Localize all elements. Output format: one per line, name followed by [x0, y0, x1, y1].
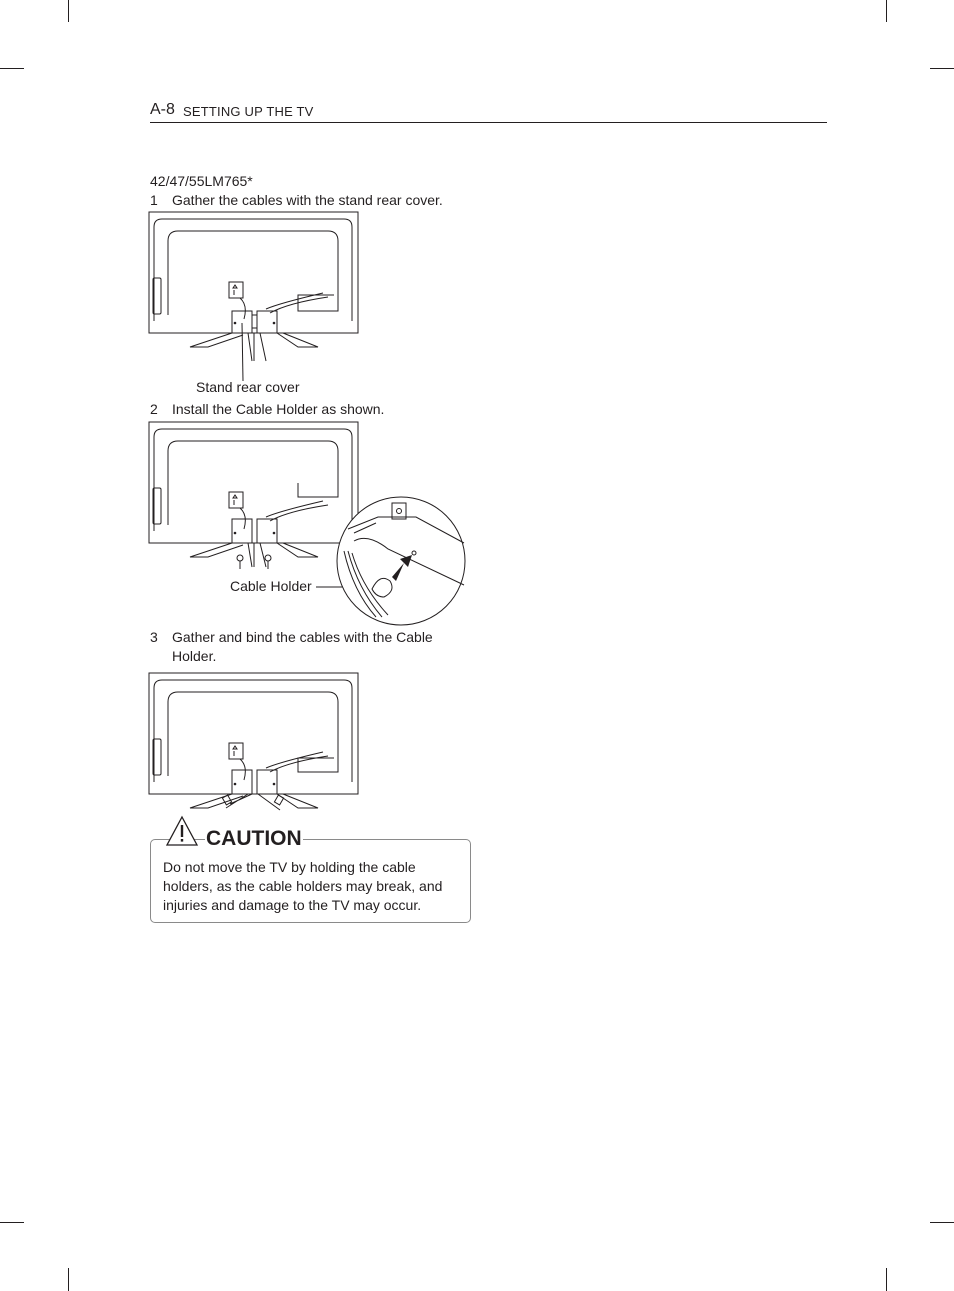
- tv-rear-figure-2: [148, 421, 468, 631]
- step-3-number: 3: [150, 629, 158, 645]
- crop-mark: [68, 0, 69, 22]
- warning-icon: [165, 815, 199, 847]
- tv-rear-figure-1: [148, 211, 378, 391]
- crop-mark: [886, 0, 887, 22]
- stand-rear-cover-callout: Stand rear cover: [196, 379, 300, 395]
- caution-title: CAUTION: [206, 827, 302, 850]
- page-header: [150, 100, 827, 123]
- step-2-number: 2: [150, 401, 158, 417]
- step-3-text-line2: Holder.: [172, 648, 217, 664]
- crop-mark: [930, 1222, 954, 1223]
- crop-mark: [886, 1268, 887, 1291]
- section-title: SETTING UP THE TV: [183, 104, 314, 119]
- step-1-text: Gather the cables with the stand rear cover.: [172, 192, 443, 208]
- crop-mark: [0, 1222, 24, 1223]
- model-label: 42/47/55LM765*: [150, 173, 253, 189]
- step-2-text: Install the Cable Holder as shown.: [172, 401, 385, 417]
- step-3-text-line1: Gather and bind the cables with the Cable: [172, 629, 433, 645]
- step-1-number: 1: [150, 192, 158, 208]
- crop-mark: [930, 68, 954, 69]
- caution-text: Do not move the TV by holding the cable holders, as the cable holders may break, and injuries and damage to the TV may occur.: [163, 859, 443, 913]
- crop-mark: [0, 68, 24, 69]
- page-number: A-8: [150, 101, 175, 118]
- cable-holder-callout: Cable Holder: [230, 578, 312, 594]
- crop-mark: [68, 1268, 69, 1291]
- tv-rear-figure-3: [148, 672, 378, 822]
